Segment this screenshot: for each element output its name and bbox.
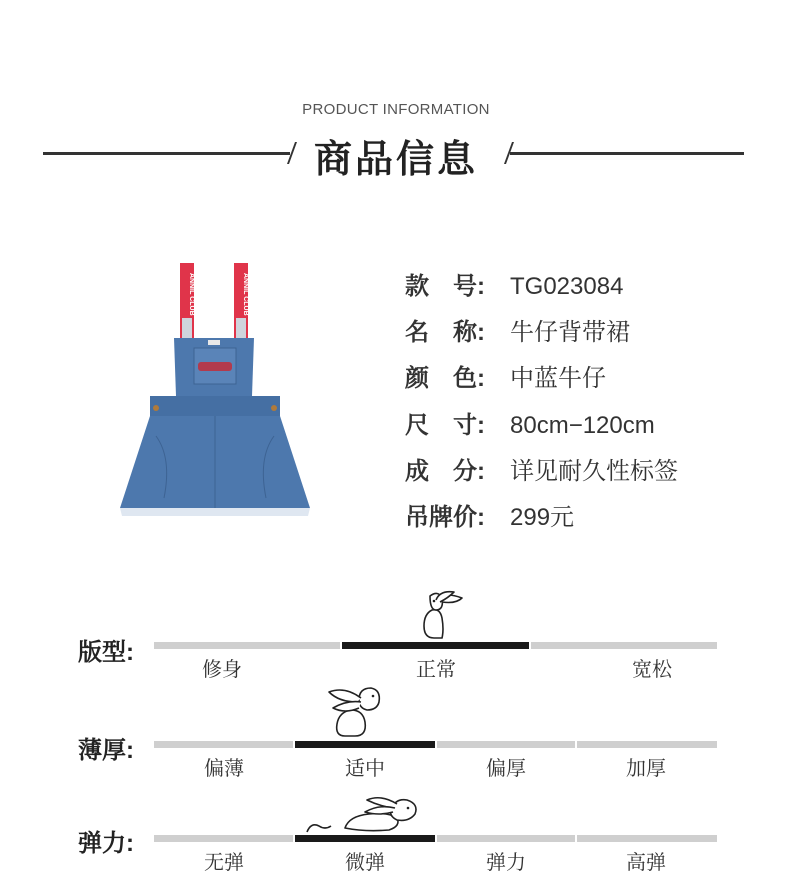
info-value: 299元: [510, 504, 575, 531]
elasticity-track-segment: [577, 835, 717, 842]
fit-track-segment: [531, 642, 717, 649]
info-row-size: [405, 405, 655, 440]
section-subtitle: PRODUCT INFORMATION: [302, 101, 490, 118]
product-image: [112, 258, 322, 523]
thickness-option-thin: 偏薄: [204, 758, 244, 780]
info-value: 80cm−120cm: [510, 412, 655, 439]
elasticity-option-high: 高弹: [626, 852, 666, 874]
info-label: 成 分:: [405, 458, 485, 485]
thickness-option-thick: 偏厚: [486, 758, 526, 780]
frayed-hem: [120, 508, 310, 516]
strap-text-right: ANNIL CLUB: [242, 273, 249, 316]
elasticity-label: 弹力:: [78, 830, 134, 857]
elasticity-option-none: 无弹: [204, 852, 244, 874]
elasticity-option-elastic: 弹力: [486, 852, 526, 874]
fit-option-slim: 修身: [202, 659, 242, 681]
thickness-label: 薄厚:: [78, 737, 134, 764]
fit-track-selected: [342, 642, 529, 649]
fit-option-loose: 宽松: [632, 659, 672, 681]
bib-patch: [198, 362, 232, 371]
info-label: 颜 色:: [405, 365, 485, 392]
info-row-color: [405, 358, 606, 393]
info-value: 详见耐久性标签: [510, 458, 678, 485]
elasticity-option-slight: 微弹: [345, 852, 385, 874]
elasticity-track-selected: [295, 835, 435, 842]
elasticity-track-segment: [154, 835, 293, 842]
info-label: 尺 寸:: [405, 412, 485, 439]
fit-option-regular: 正常: [416, 659, 456, 681]
thickness-option-extra-thick: 加厚: [626, 758, 666, 780]
thickness-track-selected: [295, 741, 435, 748]
strap-text-left: ANNIL CLUB: [188, 273, 195, 316]
fit-track-segment: [154, 642, 340, 649]
info-row-material: [405, 451, 678, 486]
fit-label: 版型:: [78, 639, 134, 666]
thickness-track-segment: [154, 741, 293, 748]
elasticity-track-segment: [437, 835, 575, 842]
thickness-option-medium: 适中: [345, 758, 385, 780]
rabbit-standing-icon: [412, 588, 468, 642]
info-label: 名 称:: [405, 319, 485, 346]
rabbit-sitting-icon: [325, 680, 385, 740]
info-value: 中蓝牛仔: [510, 365, 606, 392]
section-title: 商品信息: [313, 139, 478, 181]
rabbit-lying-icon: [305, 792, 420, 836]
info-value: 牛仔背带裙: [510, 319, 630, 346]
thickness-track-segment: [437, 741, 575, 748]
info-label: 款 号:: [405, 273, 485, 300]
info-value: TG023084: [510, 273, 624, 300]
title-divider-left: [43, 152, 290, 155]
thickness-track-segment: [577, 741, 717, 748]
info-row-style-no: [405, 266, 623, 301]
info-row-price: [405, 497, 574, 532]
info-label: 吊牌价:: [405, 504, 485, 531]
title-divider-right: [510, 152, 744, 155]
info-row-name: [405, 312, 630, 347]
